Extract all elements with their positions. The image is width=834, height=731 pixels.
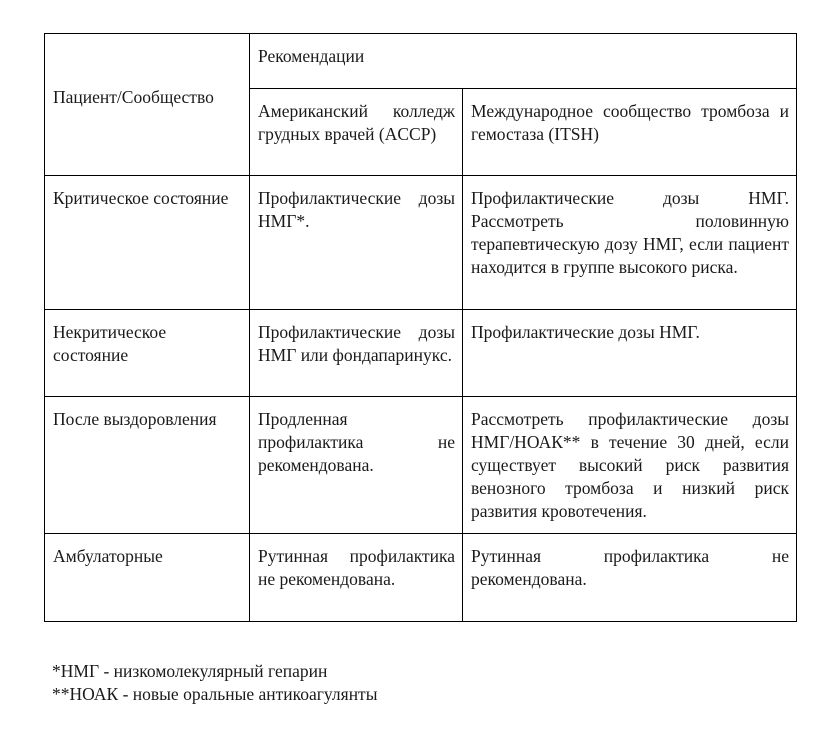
header-patient-cell [45,34,250,176]
header-recommendations-cell [250,34,797,89]
footnote-noak: **НОАК - новые оральные антикоагулянты [52,684,378,704]
table-row [45,397,797,534]
itsh-cell: Рутинная профилактика не рекомендована. [463,534,797,622]
itsh-cell: Профилактические дозы НМГ. Рассмотреть половинную терапевтическую дозу НМГ, если пациент находится в группе высокого риска. [463,176,797,310]
patient-cell: После выздоровления [45,397,250,534]
accp-cell: Профилактические дозы НМГ или фондапаринукс. [250,310,463,397]
header-recommendations-label: Рекомендации [258,46,365,66]
table-header-row [45,34,797,89]
itsh-cell: Профилактические дозы НМГ. [463,310,797,397]
recommendations-table [44,33,797,622]
footnotes [52,660,377,706]
patient-cell: Критическое состояние [45,176,250,310]
itsh-cell: Рассмотреть профилактические дозы НМГ/НОАК** в течение 30 дней, если существует высокий риск развития венозного тромбоза и низкий риск развития кровотечения. [463,397,797,534]
table-row [45,534,797,622]
patient-cell: Некритическое состояние [45,310,250,397]
table-row [45,310,797,397]
patient-cell: Амбулаторные [45,534,250,622]
footnote-nmg: *НМГ - низкомолекулярный гепарин [52,661,328,681]
accp-cell: Продленная профилактика не рекомендована. [250,397,463,534]
header-accp-cell: Американский колледж грудных врачей (ACCP) [250,89,463,176]
accp-cell: Профилактические дозы НМГ*. [250,176,463,310]
table-row [45,176,797,310]
header-patient-label: Пациент/Сообщество [53,87,214,107]
accp-cell: Рутинная профилактика не рекомендована. [250,534,463,622]
header-itsh-cell: Международное сообщество тромбоза и гемостаза (ITSH) [463,89,797,176]
